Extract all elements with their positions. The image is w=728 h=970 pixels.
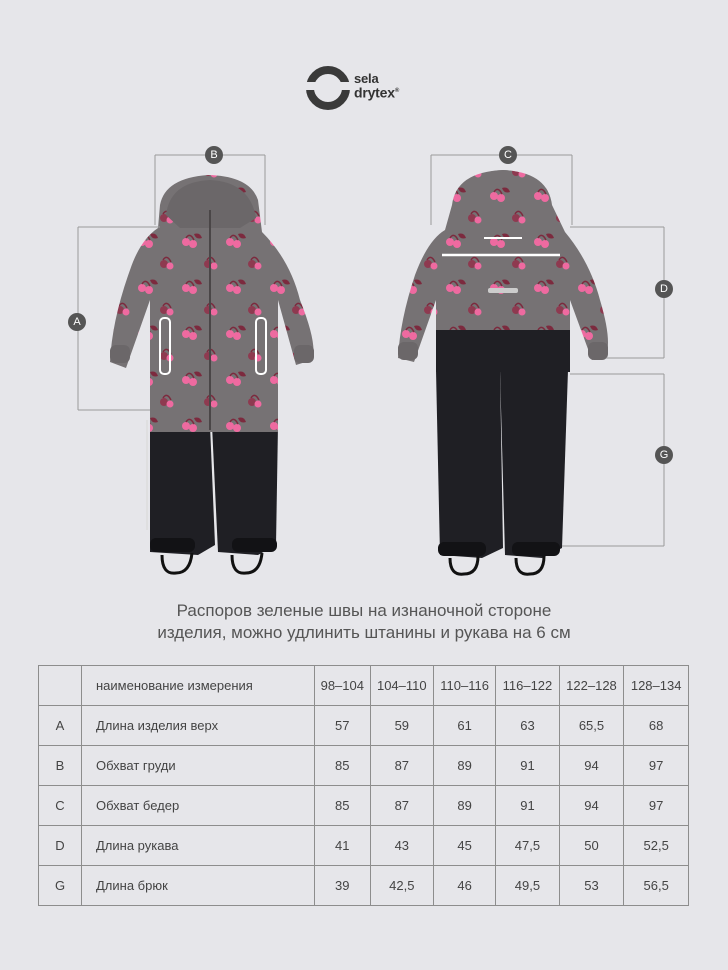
table-cell: 42,5 [370,866,433,906]
header-cell: 122–128 [559,666,624,706]
row-name: Обхват бедер [82,786,315,826]
table-cell: 43 [370,826,433,866]
table-cell: 89 [434,786,496,826]
table-cell: 85 [315,786,371,826]
brand-line-1: sela [354,71,379,86]
marker-d: D [655,280,673,298]
table-cell: 59 [370,706,433,746]
marker-b: B [205,146,223,164]
table-cell: 91 [496,786,559,826]
row-key: C [39,786,82,826]
row-key: B [39,746,82,786]
back-view [398,170,608,574]
caption [0,600,728,644]
row-name: Длина изделия верх [82,706,315,746]
row-name: Обхват груди [82,746,315,786]
marker-g: G [655,446,673,464]
table-cell: 85 [315,746,371,786]
row-name: Длина рукава [82,826,315,866]
row-name: Длина брюк [82,866,315,906]
row-key: A [39,706,82,746]
table-cell: 57 [315,706,371,746]
table-cell: 61 [434,706,496,746]
table-cell: 68 [624,706,689,746]
marker-c: C [499,146,517,164]
table-row [39,746,689,786]
table-cell: 89 [434,746,496,786]
row-key: G [39,866,82,906]
caption-line-2: изделия, можно удлинить штанины и рукава на 6 см [157,623,571,642]
row-key: D [39,826,82,866]
table-cell: 49,5 [496,866,559,906]
header-cell: 116–122 [496,666,559,706]
registered-mark: ® [394,88,400,94]
front-view [110,175,314,573]
table-row [39,706,689,746]
header-cell [39,666,82,706]
table-cell: 97 [624,746,689,786]
table-cell: 91 [496,746,559,786]
table-cell: 65,5 [559,706,624,746]
table-cell: 94 [559,786,624,826]
table-cell: 56,5 [624,866,689,906]
caption-line-1: Распоров зеленые швы на изнаночной стороне [176,601,552,620]
table-cell: 87 [370,746,433,786]
table-cell: 45 [434,826,496,866]
table-cell: 87 [370,786,433,826]
table-cell: 52,5 [624,826,689,866]
table-row [39,826,689,866]
table-row [39,786,689,826]
table-cell: 47,5 [496,826,559,866]
table-row [39,866,689,906]
size-table [38,665,689,906]
table-cell: 94 [559,746,624,786]
brand-line-2: drytex [354,84,395,101]
header-cell: 98–104 [315,666,371,706]
table-cell: 63 [496,706,559,746]
marker-a: A [68,313,86,331]
header-cell: 104–110 [370,666,433,706]
table-cell: 50 [559,826,624,866]
header-cell: 128–134 [624,666,689,706]
table-cell: 53 [559,866,624,906]
table-header-row [39,666,689,706]
table-cell: 97 [624,786,689,826]
table-cell: 41 [315,826,371,866]
header-cell: наименование измерения [82,666,315,706]
table-cell: 39 [315,866,371,906]
table-cell: 46 [434,866,496,906]
header-cell: 110–116 [434,666,496,706]
